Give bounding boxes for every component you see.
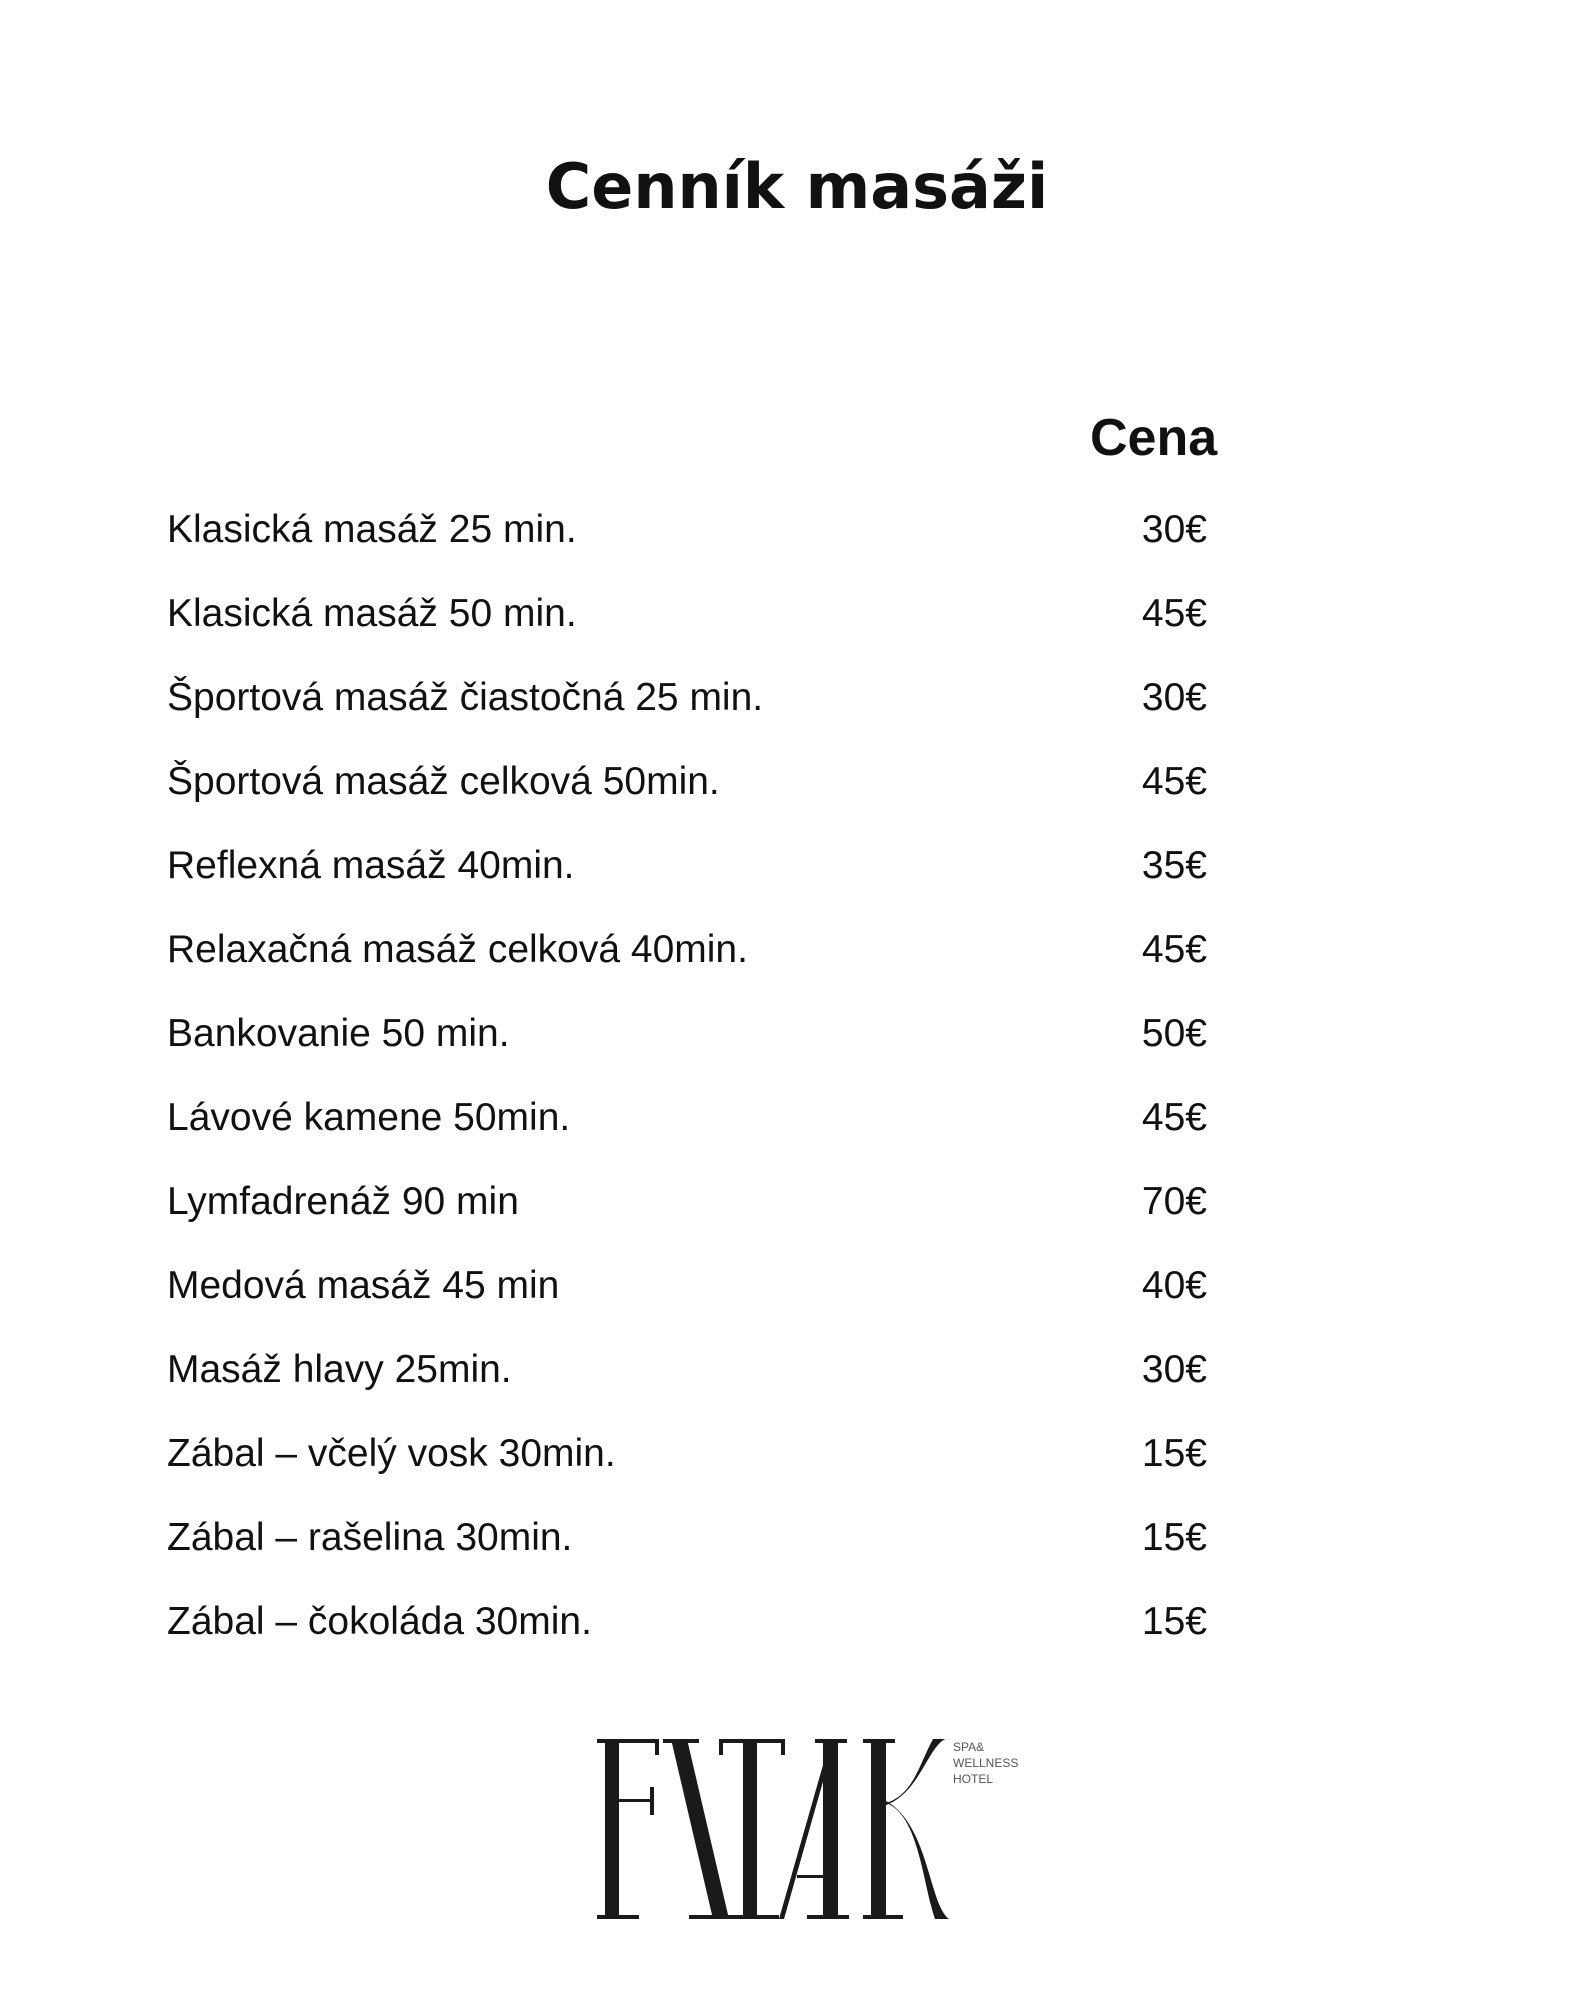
price-list-item: [167, 1012, 1207, 1072]
item-price: 15€: [1141, 1516, 1207, 1559]
page-title: Cenník masáži: [545, 150, 1049, 223]
price-list-item: [167, 1180, 1207, 1240]
item-name: Medová masáž 45 min: [167, 1264, 560, 1307]
item-price: 50€: [1141, 1012, 1207, 1055]
price-list-item: [167, 1096, 1207, 1156]
item-name: Reflexná masáž 40min.: [167, 844, 575, 887]
price-column-header: Cena: [1090, 409, 1218, 467]
price-list-item: [167, 676, 1207, 736]
item-price: 45€: [1141, 592, 1207, 635]
item-name: Zábal – rašelina 30min.: [167, 1516, 573, 1559]
logo-tagline-line2: WELLNESS: [953, 1756, 1019, 1770]
item-price: 35€: [1141, 844, 1207, 887]
price-list-item: [167, 760, 1207, 820]
item-name: Klasická masáž 50 min.: [167, 592, 577, 635]
fatak-logo: [583, 1735, 1019, 1935]
item-name: Športová masáž čiastočná 25 min.: [167, 676, 764, 719]
item-name: Lymfadrenáž 90 min: [167, 1180, 519, 1223]
price-list-item: [167, 1600, 1207, 1660]
item-price: 45€: [1141, 928, 1207, 971]
price-list-item: [167, 1516, 1207, 1576]
item-price: 30€: [1141, 508, 1207, 551]
price-list-item: [167, 1432, 1207, 1492]
item-name: Zábal – čokoláda 30min.: [167, 1600, 592, 1643]
item-name: Klasická masáž 25 min.: [167, 508, 577, 551]
item-name: Masáž hlavy 25min.: [167, 1348, 512, 1391]
item-price: 15€: [1141, 1600, 1207, 1643]
item-price: 40€: [1141, 1264, 1207, 1307]
logo-tagline-line1: SPA&: [953, 1740, 985, 1754]
item-name: Športová masáž celková 50min.: [167, 760, 720, 803]
item-price: 30€: [1141, 1348, 1207, 1391]
logo-tagline-line3: HOTEL: [953, 1772, 994, 1786]
item-price: 45€: [1141, 1096, 1207, 1139]
item-price: 70€: [1141, 1180, 1207, 1223]
item-name: Bankovanie 50 min.: [167, 1012, 510, 1055]
item-price: 30€: [1141, 676, 1207, 719]
item-name: Lávové kamene 50min.: [167, 1096, 571, 1139]
price-list-item: [167, 928, 1207, 988]
item-price: 15€: [1141, 1432, 1207, 1475]
price-list-item: [167, 508, 1207, 568]
item-name: Zábal – včelý vosk 30min.: [167, 1432, 616, 1475]
item-price: 45€: [1141, 760, 1207, 803]
price-list-item: [167, 592, 1207, 652]
item-name: Relaxačná masáž celková 40min.: [167, 928, 748, 971]
price-list-item: [167, 1264, 1207, 1324]
price-list-item: [167, 844, 1207, 904]
price-list-item: [167, 1348, 1207, 1408]
